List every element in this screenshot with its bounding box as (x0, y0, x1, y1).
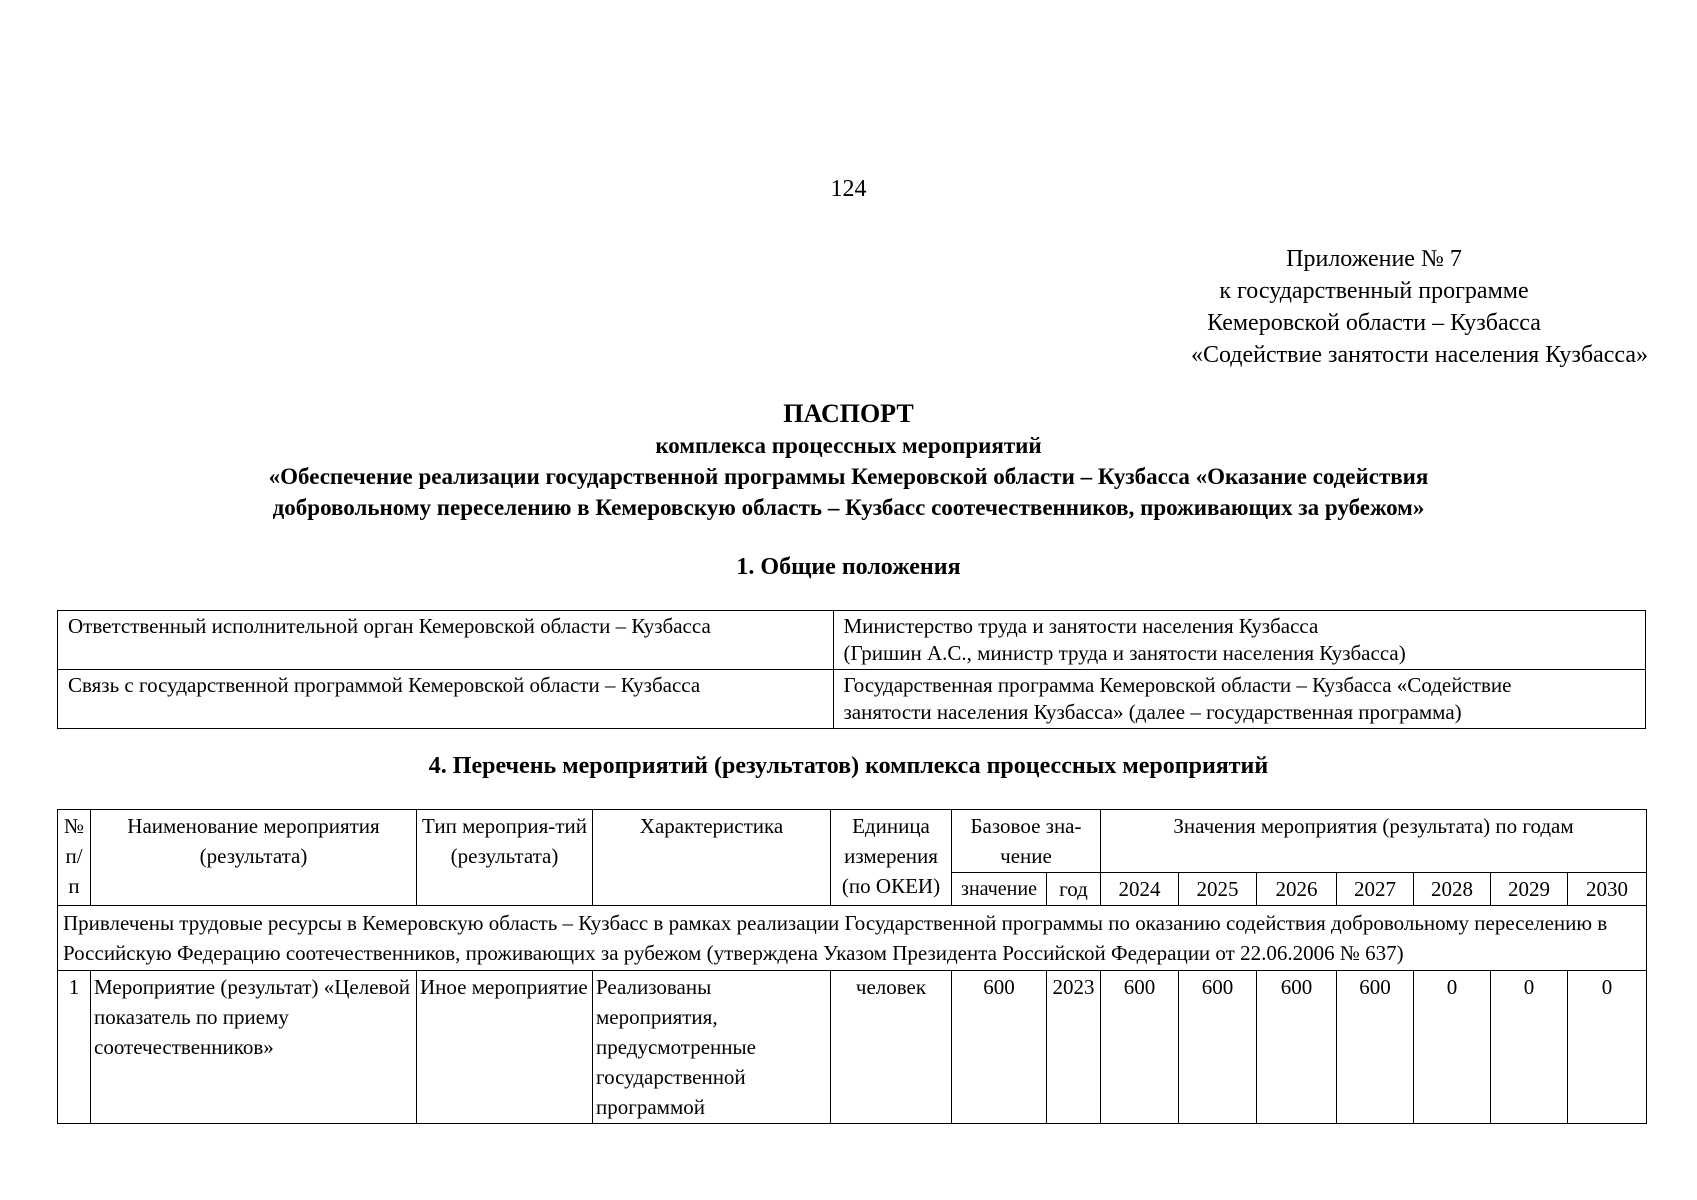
header-year: 2024 (1101, 873, 1179, 906)
header-characteristic: Характеристика (593, 810, 831, 906)
events-table (57, 809, 1647, 1124)
header-year: 2026 (1257, 873, 1337, 906)
header-year: 2027 (1337, 873, 1414, 906)
row-label: Связь с государственной программой Кемеровской области – Кузбасса (58, 670, 834, 729)
header-type: Тип мероприя-тий (результата) (417, 810, 593, 906)
section-4-heading: 4. Перечень мероприятий (результатов) комплекса процессных мероприятий (428, 753, 1269, 779)
header-unit: Единица измерения (по ОКЕИ) (831, 810, 952, 906)
header-year: 2025 (1179, 873, 1257, 906)
row-value (833, 670, 1646, 729)
general-provisions-table (57, 610, 1646, 729)
header-name: Наименование мероприятия (результата) (91, 810, 417, 906)
appendix-line: Приложение № 7 (1286, 246, 1462, 272)
cell-year-value: 0 (1414, 971, 1491, 1124)
cell-year-value: 0 (1491, 971, 1568, 1124)
appendix-line: Кемеровской области – Кузбасса (1207, 310, 1541, 336)
row-value-line: занятости населения Кузбасса» (далее – государственная программа) (843, 700, 1462, 724)
row-value (833, 611, 1646, 670)
header-year: 2030 (1568, 873, 1647, 906)
cell-characteristic: Реализованы мероприятия, предусмотренные государственной программой (593, 971, 831, 1124)
row-value-line: (Гришин А.С., министр труда и занятости населения Кузбасса) (843, 641, 1406, 665)
header-base-value: значение (952, 873, 1047, 906)
header-base: Базовое зна-чение (952, 810, 1101, 873)
appendix-line: к государственный программе (1219, 278, 1529, 304)
table-row (58, 971, 1647, 1124)
cell-base-year: 2023 (1047, 971, 1101, 1124)
table-row (58, 670, 1646, 729)
title-line: «Обеспечение реализации государственной программы Кемеровской области – Кузбасса «Оказание содействия (268, 464, 1429, 489)
group-row (58, 906, 1647, 971)
cell-type: Иное мероприятие (417, 971, 593, 1124)
document-title (0, 397, 1697, 523)
section-1-heading: 1. Общие положения (736, 554, 961, 580)
appendix-header (1100, 243, 1648, 371)
header-year: 2028 (1414, 873, 1491, 906)
cell-year-value: 600 (1179, 971, 1257, 1124)
group-title: Привлечены трудовые ресурсы в Кемеровскую область – Кузбасс в рамках реализации Государственной программы по оказанию содействия добровольному переселению в Российскую Федерацию соотечественников, проживающих за рубежом (утверждена Указом Президента Российской Федерации от 22.06.2006 № 637) (58, 906, 1647, 971)
row-label: Ответственный исполнительной орган Кемеровской области – Кузбасса (58, 611, 834, 670)
cell-base-value: 600 (952, 971, 1047, 1124)
row-value-line: Министерство труда и занятости населения Кузбасса (843, 614, 1319, 638)
table-row (58, 611, 1646, 670)
row-value-line: Государственная программа Кемеровской области – Кузбасса «Содействие (843, 673, 1512, 697)
header-year: 2029 (1491, 873, 1568, 906)
cell-year-value: 600 (1337, 971, 1414, 1124)
header-row (58, 810, 1647, 873)
cell-year-value: 600 (1257, 971, 1337, 1124)
title-line: добровольному переселению в Кемеровскую область – Кузбасс соотечественников, проживающих за рубежом» (272, 495, 1425, 520)
cell-num: 1 (58, 971, 91, 1124)
cell-year-value: 0 (1568, 971, 1647, 1124)
title-main: ПАСПОРТ (783, 399, 914, 428)
page-number: 124 (830, 176, 867, 202)
header-num: № п/п (58, 810, 91, 906)
cell-name: Мероприятие (результат) «Целевой показатель по приему соотечественников» (91, 971, 417, 1124)
cell-unit: человек (831, 971, 952, 1124)
cell-year-value: 600 (1101, 971, 1179, 1124)
title-sub: комплекса процессных мероприятий (655, 433, 1042, 458)
header-base-year: год (1047, 873, 1101, 906)
header-values-by-year: Значения мероприятия (результата) по годам (1101, 810, 1647, 873)
appendix-line: «Содействие занятости населения Кузбасса» (1190, 342, 1648, 368)
